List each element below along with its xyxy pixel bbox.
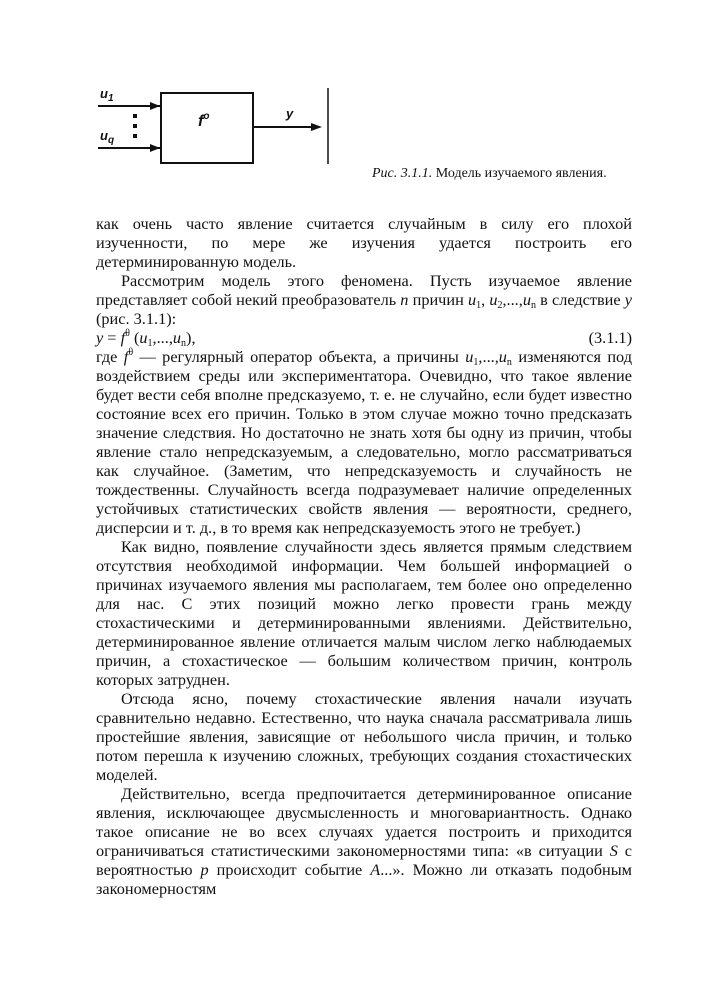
input-arrowhead-1 xyxy=(150,102,160,110)
input-label-1: $u_1$ xyxy=(100,86,114,104)
paragraph-3: где $f^\theta$ — регулярный оператор объекта, а причины $u_1,...,u_n$ изменяются под воздействием среды или экспериментатора. Очевидно, что такое явление будет вести себя вполне предсказуемо, т. е. не случайно, если будет известно состояние всех его причин. Только в этом случае можно точно предсказать значение следствия. Но достаточно не знать хотя бы одну из причин, чтобы явление стало непредсказуемым, а следовательно, могло рассматриваться как случайное. (Заметим, что непредсказуемость и случайность не тождественны. Случайность всегда подразумевает наличие определенных устойчивых статистических свойств явления — вероятности, среднего, дисперсии и т. д., в то время как непредсказуемость этого не требует.) xyxy=(96,347,633,537)
dot-1 xyxy=(133,114,137,118)
model-figure xyxy=(0,0,707,200)
paragraph-5: Отсюда ясно, почему стохастические явления начали изучать сравнительно недавно. Естественно, что наука сначала рассматривала лишь простейшие явления, зависящие от небольшого числа причин, и только потом перешла к изучению сложных, требующих создания стохастических моделей. xyxy=(96,689,632,784)
paragraph-2: Рассмотрим модель этого феномена. Пусть изучаемое явление представляет собой некий преобразователь n причин $u_1$, $u_2,...,u_n$ в следствие y (рис. 3.1.1): xyxy=(96,271,632,328)
dot-2 xyxy=(133,124,137,128)
paragraph-4: Как видно, появление случайности здесь является прямым следствием отсутствия необходимой информации. Чем большей информацией о причинах изучаемого явления мы располагаем, тем более оно определенно для нас. С этих позиций можно легко провести грань между стохастическими и детерминированными явлениями. Действительно, детерминированное явление отличается малым числом легко наблюдаемых причин, а стохастическое — большим количеством причин, контроль которых затруднен. xyxy=(96,537,632,689)
dot-3 xyxy=(133,134,137,138)
input-label-n: $u_q$ xyxy=(100,128,115,146)
equation-number: (3.1.1) xyxy=(588,328,632,347)
block-label: $f^o$ xyxy=(198,111,210,130)
body-text xyxy=(96,214,632,898)
output-label: y xyxy=(286,106,294,121)
equation-3-1-1 xyxy=(96,328,632,347)
equation-body: $y = f^\theta$ $(u_1,...,u_n)$, xyxy=(96,328,196,349)
figure-caption: Рис. 3.1.1. Модель изучаемого явления. xyxy=(372,166,607,181)
paragraph-1: как очень часто явление считается случайным в силу его плохой изученности, по мере же изучения удается построить его детерминированную модель. xyxy=(96,214,632,271)
input-arrowhead-n xyxy=(150,144,160,152)
paragraph-6: Действительно, всегда предпочитается детерминированное описание явления, исключающее двусмысленность и многовариантность. Однако такое описание не во всех случаях удается построить и приходится ограничиваться статистическими закономерностями типа: «в ситуации S с вероятностью p происходит событие A...». Можно ли отказать подобным закономерностям xyxy=(96,784,633,898)
output-arrowhead xyxy=(311,123,322,131)
